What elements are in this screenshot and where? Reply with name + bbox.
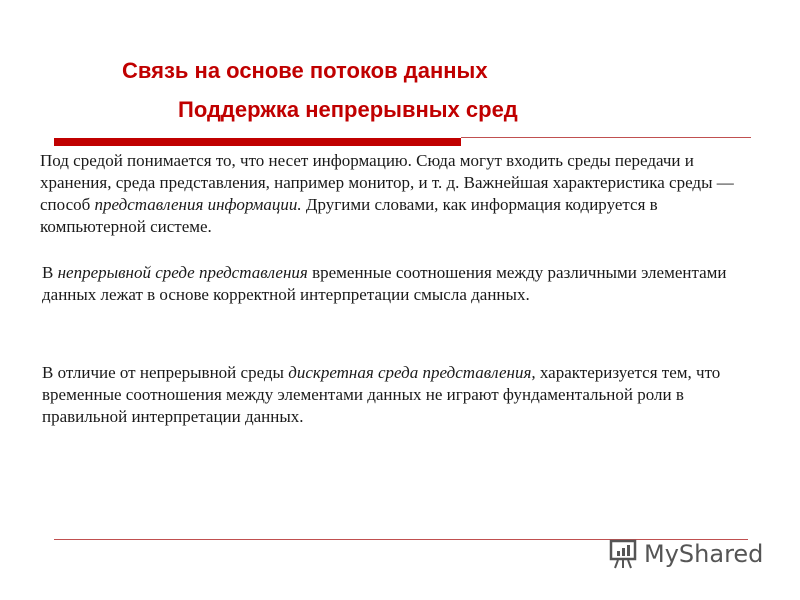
emphasis: представления информации. — [94, 195, 302, 214]
slide-subtitle: Поддержка непрерывных сред — [178, 97, 518, 122]
text: временные соотношения между различными элементами данных лежат в основе корректной интерпретации смысла данных. — [42, 263, 727, 304]
emphasis: дискретная среда представления, — [288, 363, 536, 382]
paragraph-2 — [42, 262, 762, 306]
presentation-board-icon — [608, 538, 638, 570]
watermark-logo — [608, 538, 763, 570]
paragraph-3 — [42, 362, 762, 428]
text: В отличие от непрерывной среды — [42, 363, 289, 382]
slide-title: Связь на основе потоков данных — [122, 58, 488, 83]
text: Под средой понимается то, что несет информацию. Сюда могут входить среды передачи и хранения, среда представления, например монитор, и т. д. Важнейшая характеристика среды — способ — [40, 151, 734, 214]
emphasis: непрерывной среде представления — [57, 263, 308, 282]
text: характеризуется тем, что временные соотношения между элементами данных не играют фундаментальной роли в правильной интерпретации данных. — [42, 363, 721, 426]
text: Другими словами, как информация кодируется в компьютерной системе. — [40, 195, 658, 236]
text: В — [42, 263, 58, 282]
paragraph-1 — [40, 150, 760, 238]
divider — [461, 137, 751, 138]
logo-text: MyShared — [644, 540, 764, 568]
title-underline — [54, 138, 461, 146]
